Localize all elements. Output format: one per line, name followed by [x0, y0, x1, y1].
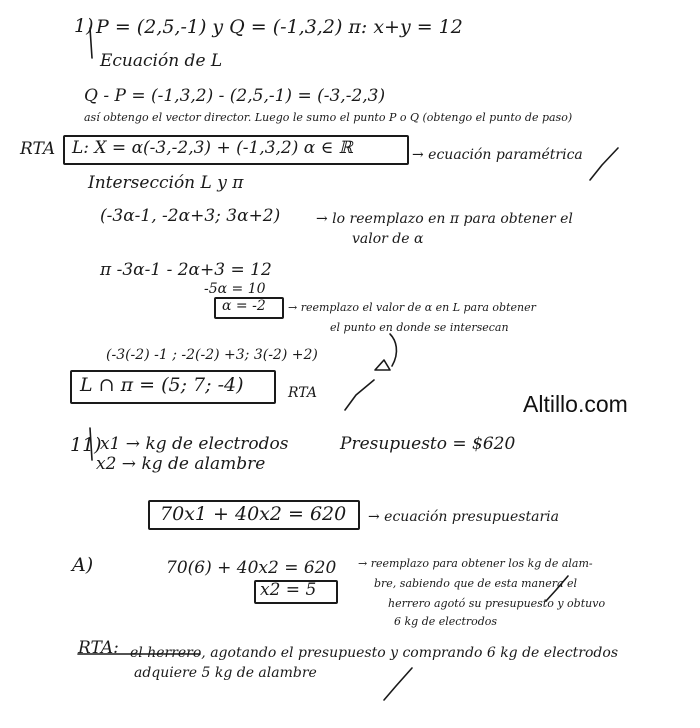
part-a-label: A)	[72, 554, 94, 576]
line-equation-note: → ecuación paramétrica	[412, 147, 583, 163]
budget-equation: 70x1 + 40x2 = 620	[160, 503, 347, 525]
note-line: así obtengo el vector director. Luego le sumo el punto P o Q (obtengo el punto de paso)	[84, 111, 573, 124]
sub-note-4: 6 kg de electrodos	[394, 615, 498, 628]
arrow-head	[375, 360, 390, 370]
substitution-line: (-3(-2) -1 ; -2(-2) +3; 3(-2) +2)	[106, 347, 318, 363]
step-1: -5α = 10	[204, 281, 266, 297]
alpha-value: α = -2	[222, 298, 266, 314]
x2-value: x2 = 5	[260, 580, 317, 600]
watermark-text: Altillo.com	[523, 391, 628, 417]
parametric-note-2: valor de α	[352, 231, 424, 247]
parametric-note-1: → lo reemplazo en π para obtener el	[316, 211, 573, 227]
part-1-header: P = (2,5,-1) y Q = (-1,3,2) π: x+y = 12	[96, 16, 463, 38]
subtitle: Ecuación de L	[100, 51, 223, 71]
parametric-point: (-3α-1, -2α+3; 3α+2)	[100, 206, 281, 226]
line-equation: L: X = α(-3,-2,3) + (-1,3,2) α ∈ ℝ	[72, 138, 353, 158]
rta-label-2: RTA	[288, 385, 317, 401]
variable-x1: x1 → kg de electrodos	[100, 434, 289, 454]
part-1-number: 1)	[74, 15, 94, 37]
sub-note-3: herrero agotó su presupuesto y obtuvo	[388, 597, 606, 610]
checkmark-4	[384, 668, 412, 700]
substituted-equation: 70(6) + 40x2 = 620	[166, 558, 337, 578]
arrow-curve	[390, 334, 396, 366]
sub-note-2: bre, sabiendo que de esta manera el	[374, 577, 578, 590]
difference-line: Q - P = (-1,3,2) - (2,5,-1) = (-3,-2,3)	[84, 86, 386, 106]
alpha-note-1: → reemplazo el valor de α en L para obtener	[288, 301, 536, 314]
result-line: L ∩ π = (5; 7; -4)	[80, 374, 244, 396]
final-answer-2: adquiere 5 kg de alambre	[134, 665, 317, 681]
alpha-note-2: el punto en donde se intersecan	[330, 321, 509, 334]
sub-note-1: → reemplazo para obtener los kg de alam-	[358, 557, 593, 570]
budget: Presupuesto = $620	[340, 434, 516, 454]
part-2-number: 11)	[70, 434, 102, 456]
variable-x2: x2 → kg de alambre	[96, 454, 266, 474]
intersection-title: Intersección L y π	[88, 173, 244, 193]
final-rta-label: RTA:	[78, 638, 119, 658]
budget-equation-note: → ecuación presupuestaria	[368, 509, 559, 525]
checkmark-2	[345, 380, 374, 410]
final-answer-1: el herrero, agotando el presupuesto y comprando 6 kg de electrodos	[130, 645, 619, 661]
checkmark-1	[590, 148, 618, 180]
rta-label-1: RTA	[20, 139, 56, 159]
plane-substitution: π -3α-1 - 2α+3 = 12	[100, 260, 272, 280]
